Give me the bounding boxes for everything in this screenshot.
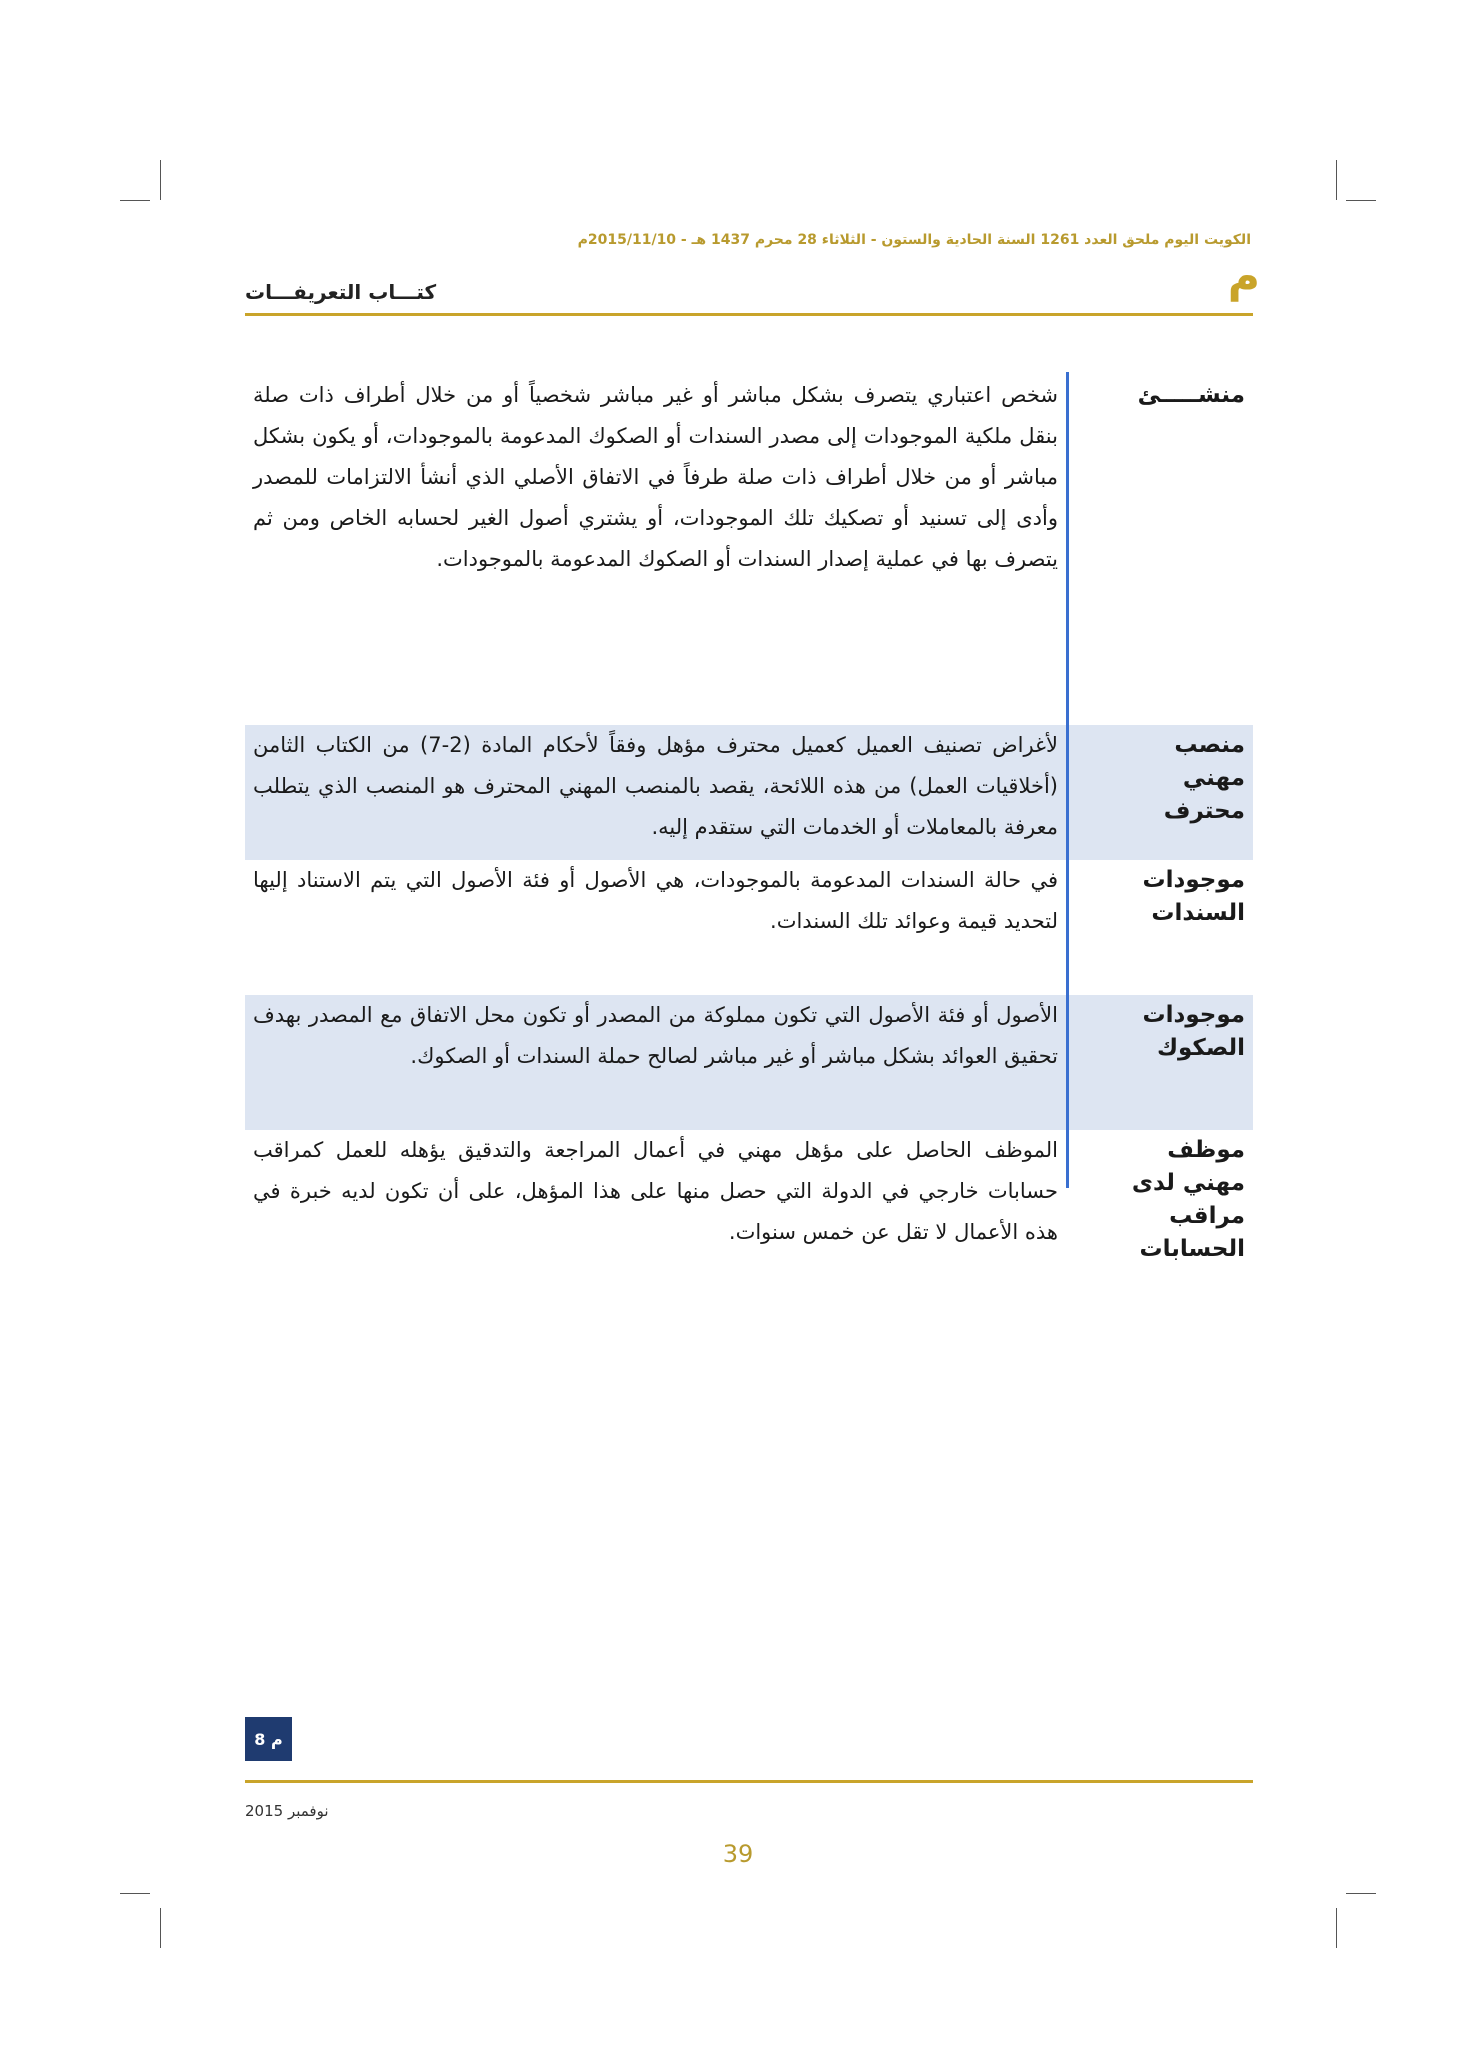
definition-term: منشـــــئ xyxy=(1137,382,1245,408)
definition-term: منصب مهني محترف xyxy=(1163,732,1245,824)
crop-mark xyxy=(160,1908,161,1948)
definition-text: في حالة السندات المدعومة بالموجودات، هي الأصول أو فئة الأصول التي يتم الاستناد إليها لتحديد قيمة وعوائد تلك السندات. xyxy=(253,868,1058,933)
footer-date: نوفمبر 2015 xyxy=(245,1802,329,1820)
publication-line: الكويت اليوم ملحق العدد 1261 السنة الحادية والستون - الثلاثاء 28 محرم 1437 هـ - 2015/11/10م xyxy=(577,232,1251,248)
chapter-page-badge: م 8 xyxy=(245,1717,292,1761)
footer-rule xyxy=(245,1780,1253,1783)
definition-term: موجودات الصكوك xyxy=(1142,1002,1245,1061)
chapter-letter: م xyxy=(1227,251,1260,302)
crop-mark xyxy=(1346,200,1376,201)
definition-text: لأغراض تصنيف العميل كعميل محترف مؤهل وفقاً لأحكام المادة (2-7) من الكتاب الثامن (أخلاقيات العمل) من هذه اللائحة، يقصد بالمنصب المهني المحترف هو المنصب الذي يتطلب معرفة بالمعاملات أو الخدمات التي ستقدم إليه. xyxy=(253,733,1058,839)
crop-mark xyxy=(1346,1893,1376,1894)
definition-term: موظف مهني لدى مراقب الحسابات xyxy=(1131,1137,1245,1262)
definition-row xyxy=(245,860,1253,995)
crop-mark xyxy=(1336,1908,1337,1948)
definition-text: الموظف الحاصل على مؤهل مهني في أعمال المراجعة والتدقيق يؤهله للعمل كمراقب حسابات خارجي في الدولة التي حصل منها على هذا المؤهل، على أن تكون لديه خبرة في هذه الأعمال لا تقل عن خمس سنوات. xyxy=(253,1138,1058,1244)
page-number: 39 xyxy=(722,1840,754,1868)
section-title: كتـــاب التعريفـــات xyxy=(245,280,437,304)
crop-mark xyxy=(120,1893,150,1894)
crop-mark xyxy=(120,200,150,201)
definition-term: موجودات السندات xyxy=(1142,867,1245,926)
definition-row xyxy=(245,1130,1253,1260)
crop-mark xyxy=(1336,160,1337,200)
header-rule xyxy=(245,313,1253,316)
definition-row xyxy=(245,725,1253,860)
definition-row xyxy=(245,375,1253,645)
definition-text: شخص اعتباري يتصرف بشكل مباشر أو غير مباشر شخصياً أو من خلال أطراف ذات صلة بنقل ملكية الموجودات إلى مصدر السندات أو الصكوك المدعومة بالموجودات، أو يكون بشكل مباشر أو من خلال أطراف ذات صلة طرفاً في الاتفاق الأصلي الذي أنشأ الالتزامات للمصدر وأدى إلى تسنيد أو تصكيك تلك الموجودات، أو يشتري أصول الغير لحسابه الخاص ومن ثم يتصرف بها في عملية إصدار السندات أو الصكوك المدعومة بالموجودات. xyxy=(253,383,1058,571)
crop-mark xyxy=(160,160,161,200)
column-divider xyxy=(1066,372,1069,1188)
definition-row xyxy=(245,645,1253,725)
definitions-table xyxy=(245,375,1253,1260)
definition-text: الأصول أو فئة الأصول التي تكون مملوكة من المصدر أو تكون محل الاتفاق مع المصدر بهدف تحقيق العوائد بشكل مباشر أو غير مباشر لصالح حملة السندات أو الصكوك. xyxy=(253,1003,1058,1068)
definition-row xyxy=(245,995,1253,1130)
